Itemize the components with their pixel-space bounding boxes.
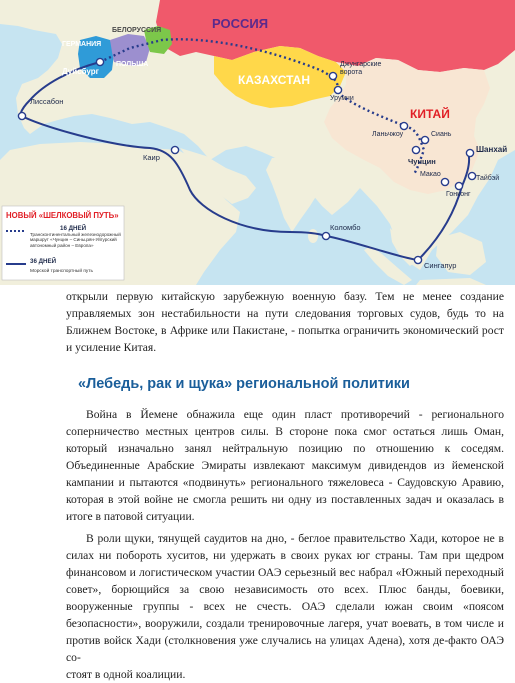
legend-sea-days: 36 ДНЕЙ (30, 258, 57, 265)
label-macau: Макао (420, 171, 441, 178)
label-dzungarian-line1: Джунгарские (340, 61, 382, 68)
label-cairo: Каир (143, 153, 160, 162)
label-taipei: Тайбэй (476, 175, 500, 182)
marker-hongkong (455, 182, 462, 189)
marker-lanzhou (400, 122, 407, 129)
label-belarus: БЕЛОРУССИЯ (112, 27, 162, 34)
label-xian: Сиань (431, 131, 452, 138)
label-poland: ПОЛЬША (116, 61, 149, 68)
label-china: КИТАЙ (410, 107, 450, 121)
label-lisbon: Лиссабон (30, 97, 64, 106)
legend-rail-desc: Трансконтинентальный железнодорожный маршрут «Чунцин – Синьцзян-Уйгурский автономный район – Европа» (30, 232, 121, 248)
label-singapore: Сингапур (424, 261, 457, 270)
label-shanghai: Шанхай (476, 145, 508, 154)
label-kazakhstan: КАЗАХСТАН (238, 73, 310, 87)
label-duisburg: Дуйсбург (62, 67, 99, 76)
label-dzungarian-line2: ворота (340, 69, 363, 76)
marker-taipei (468, 172, 475, 179)
marker-urumqi (334, 86, 341, 93)
marker-singapore (414, 256, 421, 263)
label-urumqi: Урумчи (330, 95, 354, 102)
sri-lanka-land (308, 229, 318, 243)
marker-cairo (171, 146, 178, 153)
legend-sea-desc: Морской транспортный путь (30, 269, 94, 274)
marker-dzungarian (329, 72, 336, 79)
map-legend (2, 206, 124, 280)
marker-shanghai (466, 149, 473, 156)
label-chongqing: Чунцин (408, 157, 436, 166)
paragraph-1: открыли первую китайскую зарубежную военную базу. Тем не менее создание управляемых зон нестабильности на пути следования торговых судов, будь то на Ближнем Востоке, в Африке или Пакистане, - попытка ограничить экономический рост и усиление Китая. (66, 290, 504, 354)
paragraph-4-fragment: стоят в одной коалиции. (66, 668, 186, 681)
legend-rail-days: 16 ДНЕЙ (60, 225, 87, 232)
silk-road-map (0, 0, 515, 285)
label-germany: ГЕРМАНИЯ (62, 41, 102, 48)
label-lanzhou: Ланьчжоу (372, 131, 404, 138)
marker-xian (421, 136, 428, 143)
label-colombo: Коломбо (330, 223, 361, 232)
legend-rail-desc-box (30, 232, 122, 256)
marker-macau (441, 178, 448, 185)
legend-title: НОВЫЙ «ШЕЛКОВЫЙ ПУТЬ» (6, 211, 119, 220)
label-russia: РОССИЯ (212, 16, 269, 31)
marker-chongqing (412, 146, 419, 153)
marker-colombo (322, 232, 329, 239)
paragraph-2: Война в Йемене обнажила еще один пласт противоречий - регионального соперничество местных центров силы. В стороне пока смог остаться лишь Оман, который изначально занял нейтральную позицию по отношению к соседям. Объединенные Арабские Эмираты извлекают максимум дивидендов из йеменской кампании и пытаются «подвинуть» регионального тяжеловеса - Саудовскую Аравию, которая в этой войне не смогла решить ни одну из поставленных задач и оказалась в итоге в патовой ситуации. (66, 408, 504, 523)
article-body (66, 288, 504, 683)
label-hongkong: Гонконг (446, 191, 471, 198)
marker-duisburg (96, 58, 103, 65)
paragraph-3: В роли щуки, тянущей саудитов на дно, - беглое правительство Хади, которое не в силах ни побороть хуситов, ни удержать в своих руках юг страны. Там при щедром финансовом и логистическом участии ОАЭ серьезный вес набрал «Южный переходный совет», борющийся за свою независимость ото всех. Плюс банды, боевики, вооруженные группы - всех не счесть. ОАЭ сделали южан своим «поясом безопасности», вооружили, создали тренировочные лагеря, учат воевать, в том числе и против войск Хади (столкновения уже случались на улицах Адена), хотя де-факто ОАЭ со- (66, 532, 504, 664)
marker-lisbon (18, 112, 25, 119)
section-heading: «Лебедь, рак и щука» региональной политики (78, 376, 410, 392)
